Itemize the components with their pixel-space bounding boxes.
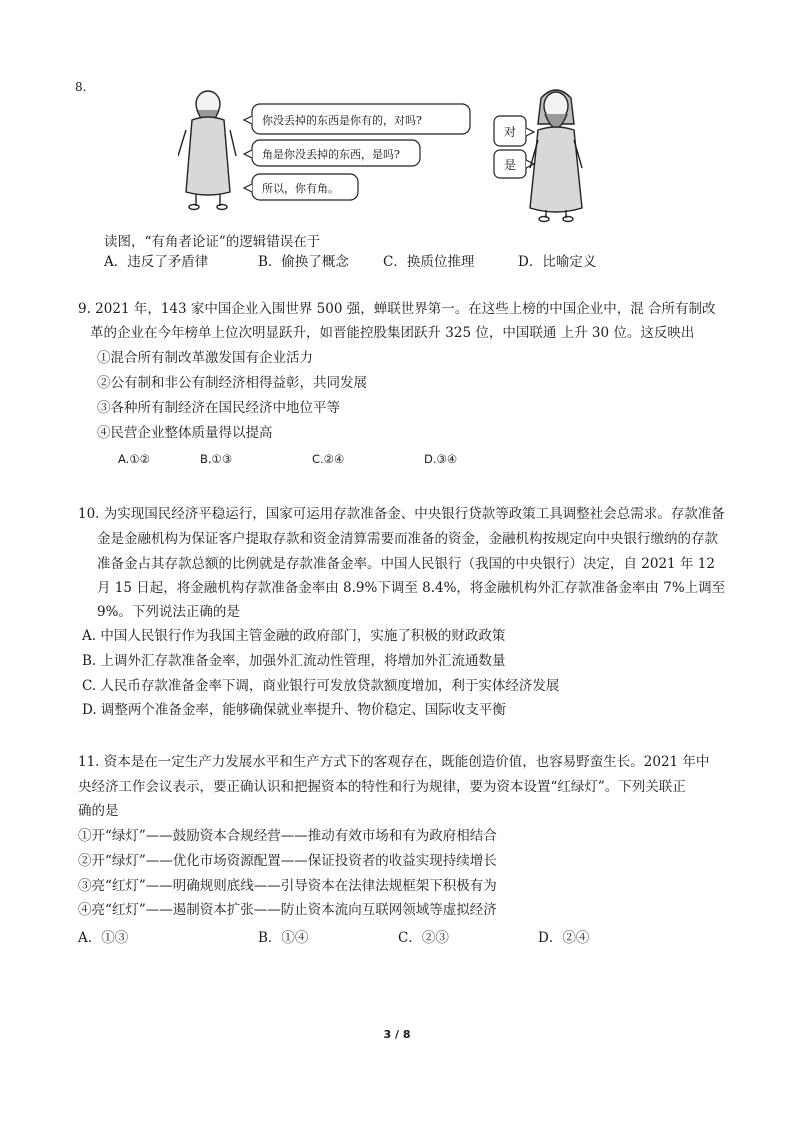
q11-option-a[interactable]: A．①③ [78,930,129,946]
q11-line-2: 央经济工作会议表示，要正确认识和把握资本的特性和行为规律，要为资本设置“红绿灯”。下列关联正 [78,779,686,795]
q11-option-b[interactable]: B．①④ [258,930,309,946]
q10-line-5: 9%。下列说法正确的是 [97,604,240,620]
q10-line-3: 准备金占其存款总额的比例就是存款准备金率。中国人民银行（我国的中央银行）决定，自 2021 年 12 [97,556,715,572]
left-philosopher-figure [178,91,236,210]
q9-option-d[interactable]: D.③④ [424,452,458,466]
q9-statement-1: ①混合所有制改革激发国有企业活力 [97,350,313,366]
q10-option-d[interactable]: D. 调整两个准备金率，能够确保就业率提升、物价稳定、国际收支平衡 [82,702,506,718]
q8-option-c[interactable]: C．换质位推理 [383,254,475,270]
q9-option-c[interactable]: C.②④ [312,452,345,466]
q9-option-a[interactable]: A.①② [118,452,150,466]
q11-line-1: 11. 资本是在一定生产力发展水平和生产方式下的客观存在，既能创造价值，也容易野蛮生长。2021 年中 [78,754,710,770]
bubble-right-1: 对 [504,125,517,139]
q10-option-b[interactable]: B. 上调外汇存款准备金率，加强外汇流动性管理，将增加外汇流通数量 [82,653,506,669]
q9-line-2: 革的企业在今年榜单上位次明显跃升，如晋能控股集团跃升 325 位，中国联通 上升 30 位。这反映出 [90,325,695,341]
q11-option-d[interactable]: D．②④ [538,930,590,946]
bubble-left-1: 你没丢掉的东西是你有的，对吗? [262,114,422,127]
q10-line-4: 月 15 日起，将金融机构存款准备金率由 8.9%下调至 8.4%，将金融机构外汇存款准备金率由 7%上调至 [97,580,726,596]
q9-statement-3: ③各种所有制经济在国民经济中地位平等 [97,400,340,416]
q8-number: 8. [75,80,87,94]
q10-option-a[interactable]: A. 中国人民银行作为我国主管金融的政府部门，实施了积极的财政政策 [82,628,506,644]
q11-statement-1: ①开“绿灯”——鼓励资本合规经营——推动有效市场和有为政府相结合 [78,828,497,844]
q8-cartoon [178,84,598,224]
q8-prompt: 读图，“有角者论证”的逻辑错误在于 [104,234,321,250]
q9-statement-4: ④民营企业整体质量得以提高 [97,425,273,441]
q11-line-3: 确的是 [78,803,119,819]
bubble-left-2: 角是你没丢掉的东西，是吗? [262,148,400,161]
q10-line-1: 10. 为实现国民经济平稳运行，国家可运用存款准备金、中央银行贷款等政策工具调整社会总需求。存款准备 [78,506,725,522]
q11-statement-2: ②开“绿灯”——优化市场资源配置——保证投资者的收益实现持续增长 [78,853,497,869]
q8-option-a[interactable]: A．违反了矛盾律 [104,254,209,270]
bubble-left-3: 所以，你有角。 [262,182,339,195]
q10-option-c[interactable]: C. 人民币存款准备金率下调，商业银行可发放贷款额度增加，利于实体经济发展 [82,678,560,694]
q9-option-b[interactable]: B.①③ [200,452,233,466]
bubble-right-2: 是 [504,158,517,172]
q8-option-d[interactable]: D．比喻定义 [518,254,597,270]
q8-option-b[interactable]: B．偷换了概念 [258,254,349,270]
q9-line-1: 9. 2021 年，143 家中国企业入围世界 500 强，蝉联世界第一。在这些上榜的中国企业中，混 合所有制改 [78,301,716,317]
q9-statement-2: ②公有制和非公有制经济相得益彰，共同发展 [97,375,367,391]
q10-line-2: 金是金融机构为保证客户提取存款和资金清算需要而准备的资金，金融机构按规定向中央银行缴纳的存款 [97,531,718,547]
q11-option-c[interactable]: C．②③ [398,930,449,946]
right-philosopher-figure [530,90,582,222]
page-number: 3 / 8 [383,1028,411,1041]
q11-statement-4: ④亮“红灯”——遏制资本扩张——防止资本流向互联网领域等虚拟经济 [78,902,497,918]
q11-statement-3: ③亮“红灯”——明确规则底线——引导资本在法律法规框架下积极有为 [78,878,497,894]
